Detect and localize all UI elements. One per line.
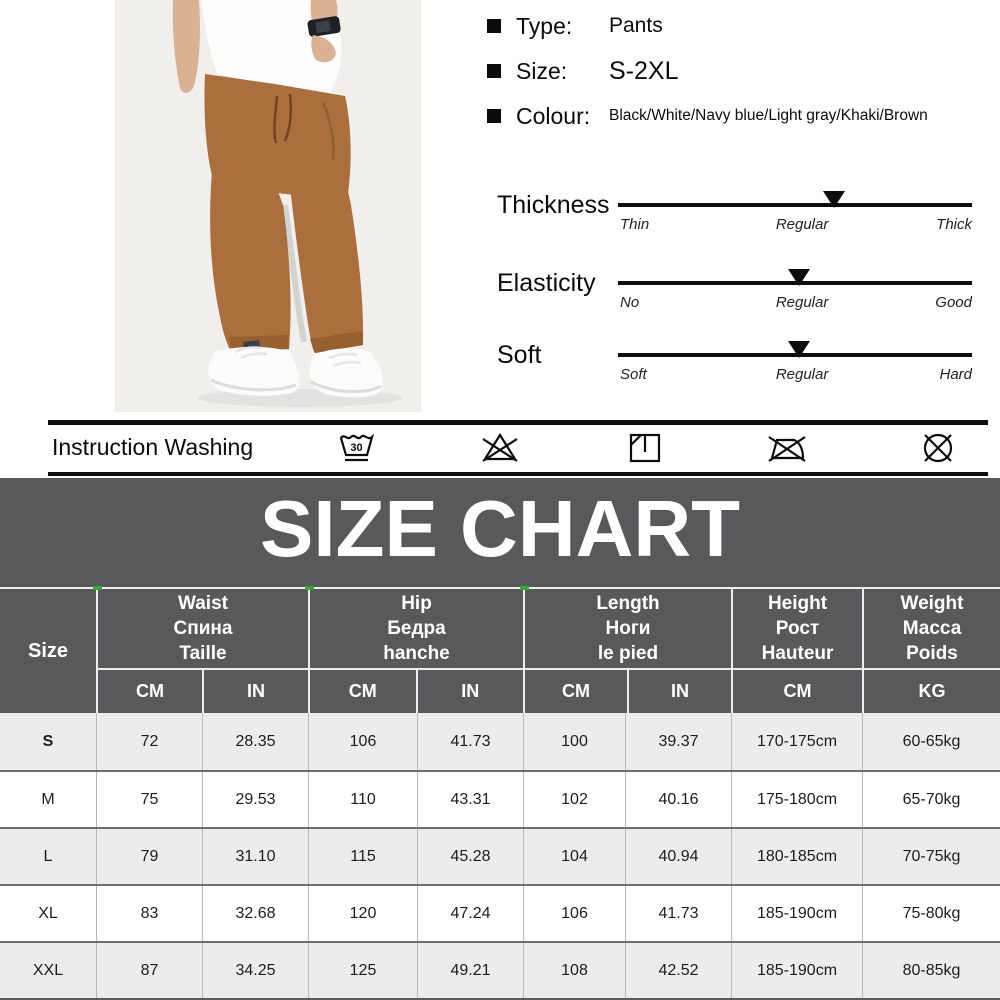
row-size-label: M <box>41 790 55 808</box>
model-wearing-brown-joggers-illustration <box>115 0 421 412</box>
washing-instruction-strip <box>48 420 988 476</box>
row-size-label: XL <box>38 904 58 922</box>
row-value: 106 <box>308 713 417 770</box>
table-row <box>0 884 1000 941</box>
scale-track <box>618 269 972 331</box>
do-not-iron-icon <box>765 428 809 468</box>
size-chart-title: SIZE CHART <box>0 478 1000 589</box>
group-name-fr: Poids <box>906 643 958 665</box>
column-header-size: Size <box>27 639 69 662</box>
row-value: 75-80kg <box>862 886 1000 941</box>
row-value: 28.35 <box>202 713 308 770</box>
group-name-en: Waist <box>178 592 228 614</box>
group-name-ru: Бедра <box>387 617 446 639</box>
unit-in: IN <box>202 670 308 713</box>
row-value: 72 <box>96 713 202 770</box>
row-value: 40.16 <box>625 772 731 827</box>
row-value: 43.31 <box>417 772 523 827</box>
row-value: 110 <box>308 772 417 827</box>
size-table-header <box>0 589 1000 713</box>
bullet-square-icon <box>487 109 501 123</box>
attribute-label: Size: <box>516 57 568 84</box>
table-row <box>0 941 1000 998</box>
row-value: 34.25 <box>202 943 308 998</box>
row-value: 42.52 <box>625 943 731 998</box>
unit-in: IN <box>416 670 524 713</box>
row-value: 49.21 <box>417 943 523 998</box>
green-tick-mark <box>520 586 529 590</box>
row-value: 175-180cm <box>731 772 862 827</box>
row-value: 41.73 <box>417 713 523 770</box>
unit-cm: CM <box>348 681 377 701</box>
row-value: 180-185cm <box>731 829 862 884</box>
do-not-bleach-icon <box>478 428 522 468</box>
group-name-en: Height <box>767 592 828 614</box>
row-value: 100 <box>523 713 625 770</box>
group-name-ru: Спина <box>173 617 233 639</box>
group-name-en: Hip <box>401 592 432 614</box>
elasticity-scale <box>497 269 975 331</box>
table-row <box>0 770 1000 827</box>
group-units <box>864 670 1000 713</box>
row-size-label: XXL <box>32 961 64 979</box>
bullet-square-icon <box>487 19 501 33</box>
row-value: 70-75kg <box>862 829 1000 884</box>
scale-label: Soft <box>497 341 542 369</box>
row-size-label: S <box>42 732 54 750</box>
attribute-value: Black/White/Navy blue/Light gray/Khaki/Brown <box>609 107 928 124</box>
column-group-waist <box>96 589 308 713</box>
product-attributes <box>487 10 992 145</box>
scale-tick-labels <box>618 366 972 388</box>
row-value: 108 <box>523 943 625 998</box>
group-name <box>525 589 731 670</box>
row-value: 40.94 <box>625 829 731 884</box>
size-chart-section <box>0 478 1000 1000</box>
row-value: 75 <box>96 772 202 827</box>
row-value: 115 <box>308 829 417 884</box>
product-photo <box>115 0 421 412</box>
row-value: 170-175cm <box>731 713 862 770</box>
column-group-weight <box>862 589 1000 713</box>
column-group-length <box>523 589 731 713</box>
row-value: 45.28 <box>417 829 523 884</box>
green-tick-mark <box>305 586 314 590</box>
row-value: 80-85kg <box>862 943 1000 998</box>
group-name-en: Length <box>596 592 660 614</box>
group-name <box>98 589 308 670</box>
group-name <box>864 589 1000 670</box>
group-name-en: Weight <box>900 592 964 614</box>
group-name-fr: Hauteur <box>761 643 834 665</box>
size-table-body <box>0 713 1000 1000</box>
row-value: 185-190cm <box>731 943 862 998</box>
unit-cm: CM <box>783 681 812 701</box>
scale-tick-left: Thin <box>620 216 650 233</box>
group-name <box>733 589 862 670</box>
scale-tick-right: Thick <box>936 216 972 233</box>
row-value: 32.68 <box>202 886 308 941</box>
scale-track <box>618 191 972 253</box>
row-value: 104 <box>523 829 625 884</box>
row-value: 106 <box>523 886 625 941</box>
group-units <box>733 670 862 713</box>
wash-30-icon <box>336 428 380 468</box>
scale-tick-mid: Regular <box>775 294 829 311</box>
attribute-type <box>487 10 992 42</box>
do-not-dry-clean-icon <box>916 428 960 468</box>
group-name-ru: Ноги <box>605 617 651 639</box>
group-name-ru: Рост <box>775 617 820 639</box>
unit-cm: CM <box>136 681 164 701</box>
thickness-scale <box>497 191 975 253</box>
drip-dry-in-shade-icon <box>623 428 667 468</box>
scale-tick-right: Good <box>935 294 972 311</box>
row-value: 31.10 <box>202 829 308 884</box>
attribute-value: Pants <box>609 14 663 37</box>
scale-tick-right: Hard <box>939 366 972 383</box>
row-value: 125 <box>308 943 417 998</box>
svg-text:30: 30 <box>350 442 363 454</box>
row-value: 87 <box>96 943 202 998</box>
scale-tick-left: Soft <box>620 366 647 383</box>
unit-in: IN <box>627 670 731 713</box>
scale-tick-left: No <box>620 294 640 311</box>
scale-marker-icon <box>788 269 810 286</box>
row-value: 60-65kg <box>862 713 1000 770</box>
scale-track <box>618 341 972 403</box>
scale-line <box>618 203 972 207</box>
scale-tick-labels <box>618 294 972 316</box>
green-tick-mark <box>93 586 102 590</box>
scale-tick-mid: Regular <box>775 216 829 233</box>
table-row <box>0 713 1000 770</box>
attribute-label: Type: <box>516 12 573 39</box>
group-name <box>310 589 523 670</box>
group-name-fr: hanche <box>383 643 450 665</box>
row-value: 120 <box>308 886 417 941</box>
column-group-height <box>731 589 862 713</box>
unit-cm: CM <box>562 681 590 701</box>
row-value: 79 <box>96 829 202 884</box>
group-units <box>98 670 308 713</box>
scale-label: Elasticity <box>497 269 596 297</box>
column-group-hip <box>308 589 523 713</box>
row-value: 65-70kg <box>862 772 1000 827</box>
scale-tick-labels <box>618 216 972 238</box>
row-value: 83 <box>96 886 202 941</box>
row-value: 185-190cm <box>731 886 862 941</box>
group-name-ru: Масса <box>902 617 962 639</box>
soft-scale <box>497 341 975 403</box>
scale-label: Thickness <box>497 191 610 219</box>
row-value: 39.37 <box>625 713 731 770</box>
row-value: 47.24 <box>417 886 523 941</box>
attribute-colour <box>487 100 992 132</box>
group-name-fr: le pied <box>597 643 659 665</box>
row-size-label: L <box>43 847 53 865</box>
washing-title: Instruction Washing <box>52 434 254 460</box>
group-units <box>310 670 523 713</box>
scale-marker-icon <box>788 341 810 358</box>
group-units <box>525 670 731 713</box>
bullet-square-icon <box>487 64 501 78</box>
attribute-value: S-2XL <box>609 56 679 85</box>
row-value: 41.73 <box>625 886 731 941</box>
attribute-size <box>487 55 992 87</box>
row-value: 102 <box>523 772 625 827</box>
scale-tick-mid: Regular <box>775 366 829 383</box>
unit-kg: KG <box>918 681 946 701</box>
row-value: 29.53 <box>202 772 308 827</box>
group-name-fr: Taille <box>179 643 227 665</box>
scale-marker-icon <box>823 191 845 208</box>
attribute-label: Colour: <box>516 102 591 129</box>
table-row <box>0 827 1000 884</box>
